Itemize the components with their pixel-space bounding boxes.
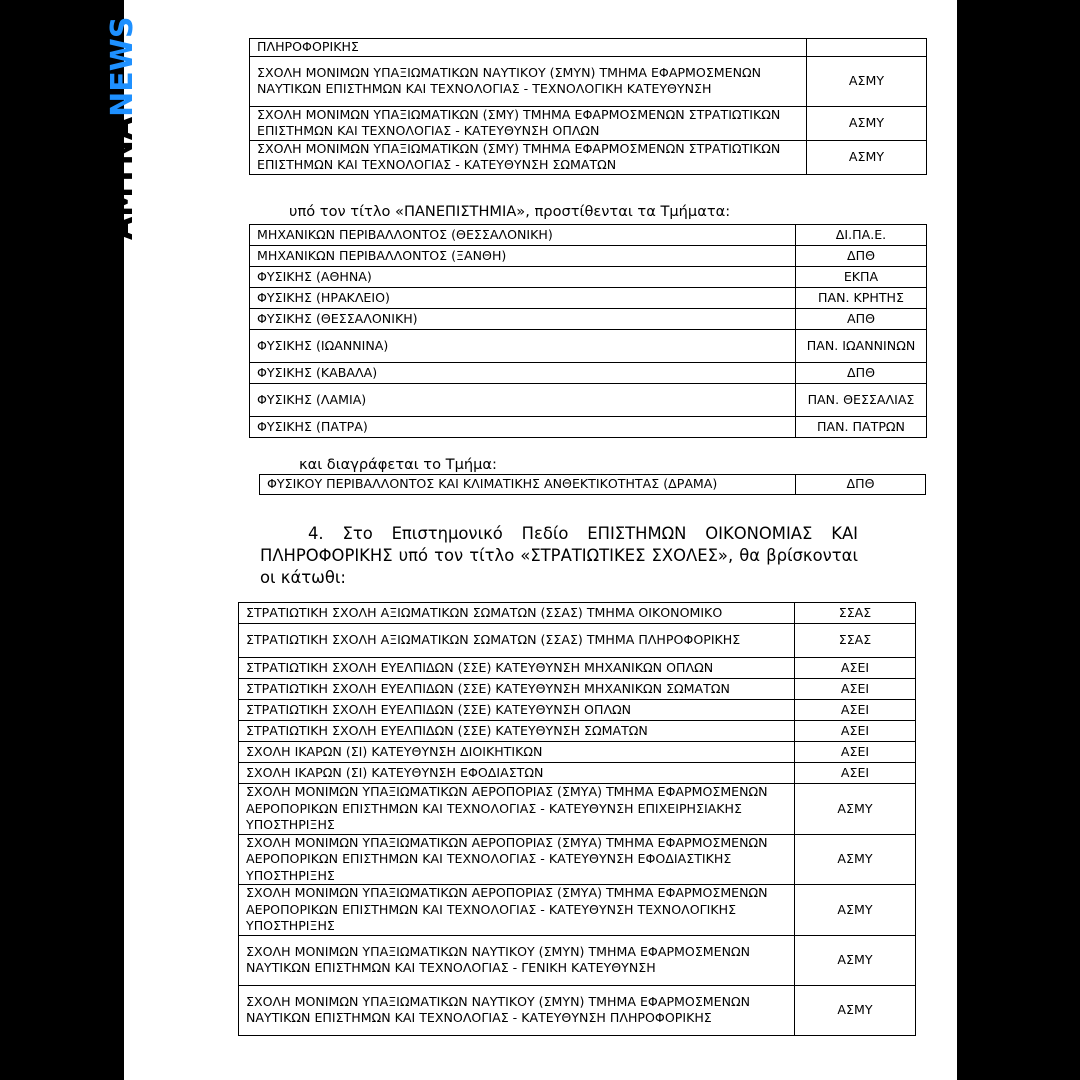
watermark-part2: NEWS xyxy=(105,16,140,117)
cell-department: ΦΥΣΙΚΗΣ (ΙΩΑΝΝΙΝΑ) xyxy=(250,330,796,363)
table-row xyxy=(250,309,927,330)
cell-institution: ΑΣΜΥ xyxy=(807,56,927,106)
cell-institution: ΠΑΝ. ΙΩΑΝΝΙΝΩΝ xyxy=(796,330,927,363)
intro-universities: υπό τον τίτλο «ΠΑΝΕΠΙΣΤΗΜΙΑ», προστίθενται τα Τμήματα: xyxy=(289,203,731,220)
cell-department: ΦΥΣΙΚΗΣ (ΚΑΒΑΛΑ) xyxy=(250,363,796,384)
cell-department: ΜΗΧΑΝΙΚΩΝ ΠΕΡΙΒΑΛΛΟΝΤΟΣ (ΞΑΝΘΗ) xyxy=(250,246,796,267)
cell-institution: ΑΣΕΙ xyxy=(795,658,916,679)
cell-department: ΣΧΟΛΗ ΜΟΝΙΜΩΝ ΥΠΑΞΙΩΜΑΤΙΚΩΝ ΑΕΡΟΠΟΡΙΑΣ (ΣΜΥΑ) ΤΜΗΜΑ ΕΦΑΡΜΟΣΜΕΝΩΝ ΑΕΡΟΠΟΡΙΚΩΝ ΕΠΙΣΤΗΜΩΝ ΚΑΙ ΤΕΧΝΟΛΟΓΙΑΣ - ΚΑΤΕΥΘΥΝΣΗ ΕΠΙΧΕΙΡΗΣΙΑΚΗΣ ΥΠΟΣΤΗΡΙΞΗΣ xyxy=(239,784,795,835)
cell-department: ΣΤΡΑΤΙΩΤΙΚΗ ΣΧΟΛΗ ΕΥΕΛΠΙΔΩΝ (ΣΣΕ) ΚΑΤΕΥΘΥΝΣΗ ΜΗΧΑΝΙΚΩΝ ΟΠΛΩΝ xyxy=(239,658,795,679)
table-row xyxy=(250,140,927,174)
paragraph-4 xyxy=(260,523,858,589)
cell-department: ΣΧΟΛΗ ΙΚΑΡΩΝ (ΣΙ) ΚΑΤΕΥΘΥΝΣΗ ΕΦΟΔΙΑΣΤΩΝ xyxy=(239,763,795,784)
cell-department: ΜΗΧΑΝΙΚΩΝ ΠΕΡΙΒΑΛΛΟΝΤΟΣ (ΘΕΣΣΑΛΟΝΙΚΗ) xyxy=(250,225,796,246)
cell-department: ΣΧΟΛΗ ΜΟΝΙΜΩΝ ΥΠΑΞΙΩΜΑΤΙΚΩΝ ΝΑΥΤΙΚΟΥ (ΣΜΥΝ) ΤΜΗΜΑ ΕΦΑΡΜΟΣΜΕΝΩΝ ΝΑΥΤΙΚΩΝ ΕΠΙΣΤΗΜΩΝ ΚΑΙ ΤΕΧΝΟΛΟΓΙΑΣ - ΤΕΧΝΟΛΟΓΙΚΗ ΚΑΤΕΥΘΥΝΣΗ xyxy=(250,56,807,106)
table-row xyxy=(250,417,927,438)
cell-department: ΣΧΟΛΗ ΜΟΝΙΜΩΝ ΥΠΑΞΙΩΜΑΤΙΚΩΝ ΝΑΥΤΙΚΟΥ (ΣΜΥΝ) ΤΜΗΜΑ ΕΦΑΡΜΟΣΜΕΝΩΝ ΝΑΥΤΙΚΩΝ ΕΠΙΣΤΗΜΩΝ ΚΑΙ ΤΕΧΝΟΛΟΓΙΑΣ - ΚΑΤΕΥΘΥΝΣΗ ΠΛΗΡΟΦΟΡΙΚΗΣ xyxy=(239,985,795,1035)
table-row xyxy=(239,763,916,784)
cell-department: ΦΥΣΙΚΗΣ (ΛΑΜΙΑ) xyxy=(250,384,796,417)
table-row xyxy=(239,658,916,679)
table-row xyxy=(239,679,916,700)
cell-institution: ΔΙ.ΠΑ.Ε. xyxy=(796,225,927,246)
cell-department: ΣΤΡΑΤΙΩΤΙΚΗ ΣΧΟΛΗ ΕΥΕΛΠΙΔΩΝ (ΣΣΕ) ΚΑΤΕΥΘΥΝΣΗ ΣΩΜΑΤΩΝ xyxy=(239,721,795,742)
cell-institution: ΑΣΕΙ xyxy=(795,721,916,742)
cell-institution: ΔΠΘ xyxy=(796,475,926,495)
cell-department: ΣΧΟΛΗ ΜΟΝΙΜΩΝ ΥΠΑΞΙΩΜΑΤΙΚΩΝ (ΣΜΥ) ΤΜΗΜΑ ΕΦΑΡΜΟΣΜΕΝΩΝ ΣΤΡΑΤΙΩΤΙΚΩΝ ΕΠΙΣΤΗΜΩΝ ΚΑΙ ΤΕΧΝΟΛΟΓΙΑΣ - ΚΑΤΕΥΘΥΝΣΗ ΟΠΛΩΝ xyxy=(250,106,807,140)
table-row xyxy=(260,475,926,495)
cell-department: ΣΤΡΑΤΙΩΤΙΚΗ ΣΧΟΛΗ ΕΥΕΛΠΙΔΩΝ (ΣΣΕ) ΚΑΤΕΥΘΥΝΣΗ ΜΗΧΑΝΙΚΩΝ ΣΩΜΑΤΩΝ xyxy=(239,679,795,700)
table-row xyxy=(250,56,927,106)
cell-department: ΦΥΣΙΚΟΥ ΠΕΡΙΒΑΛΛΟΝΤΟΣ ΚΑΙ ΚΛΙΜΑΤΙΚΗΣ ΑΝΘΕΚΤΙΚΟΤΗΤΑΣ (ΔΡΑΜΑ) xyxy=(260,475,796,495)
cell-institution xyxy=(807,39,927,57)
cell-department: ΣΧΟΛΗ ΙΚΑΡΩΝ (ΣΙ) ΚΑΤΕΥΘΥΝΣΗ ΔΙΟΙΚΗΤΙΚΩΝ xyxy=(239,742,795,763)
cell-institution: ΔΠΘ xyxy=(796,246,927,267)
table-row xyxy=(239,985,916,1035)
intro-removed: και διαγράφεται το Τμήμα: xyxy=(299,456,497,473)
cell-department: ΦΥΣΙΚΗΣ (ΑΘΗΝΑ) xyxy=(250,267,796,288)
table-row xyxy=(239,603,916,624)
cell-department: ΠΛΗΡΟΦΟΡΙΚΗΣ xyxy=(250,39,807,57)
cell-institution: ΔΠΘ xyxy=(796,363,927,384)
cell-institution: ΕΚΠΑ xyxy=(796,267,927,288)
table-row xyxy=(239,885,916,936)
paragraph-4-text: 4. Στο Επιστημονικό Πεδίο ΕΠΙΣΤΗΜΩΝ ΟΙΚΟΝΟΜΙΑΣ ΚΑΙ ΠΛΗΡΟΦΟΡΙΚΗΣ υπό τον τίτλο «ΣΤΡΑΤΙΩΤΙΚΕΣ ΣΧΟΛΕΣ», θα βρίσκονται οι κάτωθι: xyxy=(260,524,858,587)
cell-institution: ΑΣΜΥ xyxy=(795,784,916,835)
table-military-schools-continued xyxy=(249,38,927,175)
cell-department: ΦΥΣΙΚΗΣ (ΠΑΤΡΑ) xyxy=(250,417,796,438)
cell-institution: ΑΣΕΙ xyxy=(795,700,916,721)
cell-institution: ΑΣΕΙ xyxy=(795,742,916,763)
table-row xyxy=(239,624,916,658)
cell-institution: ΑΣΜΥ xyxy=(795,935,916,985)
table-row xyxy=(250,288,927,309)
table-row xyxy=(250,225,927,246)
table-row xyxy=(239,834,916,885)
cell-department: ΣΤΡΑΤΙΩΤΙΚΗ ΣΧΟΛΗ ΕΥΕΛΠΙΔΩΝ (ΣΣΕ) ΚΑΤΕΥΘΥΝΣΗ ΟΠΛΩΝ xyxy=(239,700,795,721)
table-military-schools-economics xyxy=(238,602,916,1036)
table-row xyxy=(250,106,927,140)
cell-department: ΦΥΣΙΚΗΣ (ΘΕΣΣΑΛΟΝΙΚΗ) xyxy=(250,309,796,330)
cell-institution: ΑΣΜΥ xyxy=(795,985,916,1035)
table-universities-added xyxy=(249,224,927,438)
watermark-logo xyxy=(98,16,148,240)
cell-institution: ΑΣΕΙ xyxy=(795,679,916,700)
table-row xyxy=(250,384,927,417)
table-row xyxy=(250,330,927,363)
table-row xyxy=(250,246,927,267)
table-row xyxy=(239,742,916,763)
cell-institution: ΑΣΕΙ xyxy=(795,763,916,784)
cell-institution: ΑΣΜΥ xyxy=(795,834,916,885)
cell-department: ΣΤΡΑΤΙΩΤΙΚΗ ΣΧΟΛΗ ΑΞΙΩΜΑΤΙΚΩΝ ΣΩΜΑΤΩΝ (ΣΣΑΣ) ΤΜΗΜΑ ΠΛΗΡΟΦΟΡΙΚΗΣ xyxy=(239,624,795,658)
table-row xyxy=(239,784,916,835)
table-removed-department xyxy=(259,474,926,495)
cell-institution: ΑΠΘ xyxy=(796,309,927,330)
cell-institution: ΣΣΑΣ xyxy=(795,624,916,658)
table-row xyxy=(250,363,927,384)
watermark-part1: AMYNA xyxy=(105,116,140,240)
cell-institution: ΠΑΝ. ΠΑΤΡΩΝ xyxy=(796,417,927,438)
cell-institution: ΠΑΝ. ΘΕΣΣΑΛΙΑΣ xyxy=(796,384,927,417)
cell-department: ΣΧΟΛΗ ΜΟΝΙΜΩΝ ΥΠΑΞΙΩΜΑΤΙΚΩΝ ΑΕΡΟΠΟΡΙΑΣ (ΣΜΥΑ) ΤΜΗΜΑ ΕΦΑΡΜΟΣΜΕΝΩΝ ΑΕΡΟΠΟΡΙΚΩΝ ΕΠΙΣΤΗΜΩΝ ΚΑΙ ΤΕΧΝΟΛΟΓΙΑΣ - ΚΑΤΕΥΘΥΝΣΗ ΤΕΧΝΟΛΟΓΙΚΗΣ ΥΠΟΣΤΗΡΙΞΗΣ xyxy=(239,885,795,936)
table-row xyxy=(239,700,916,721)
cell-institution: ΑΣΜΥ xyxy=(795,885,916,936)
cell-department: ΦΥΣΙΚΗΣ (ΗΡΑΚΛΕΙΟ) xyxy=(250,288,796,309)
cell-department: ΣΧΟΛΗ ΜΟΝΙΜΩΝ ΥΠΑΞΙΩΜΑΤΙΚΩΝ ΝΑΥΤΙΚΟΥ (ΣΜΥΝ) ΤΜΗΜΑ ΕΦΑΡΜΟΣΜΕΝΩΝ ΝΑΥΤΙΚΩΝ ΕΠΙΣΤΗΜΩΝ ΚΑΙ ΤΕΧΝΟΛΟΓΙΑΣ - ΓΕΝΙΚΗ ΚΑΤΕΥΘΥΝΣΗ xyxy=(239,935,795,985)
table-row xyxy=(250,267,927,288)
table-row xyxy=(250,39,927,57)
table-row xyxy=(239,721,916,742)
cell-department: ΣΧΟΛΗ ΜΟΝΙΜΩΝ ΥΠΑΞΙΩΜΑΤΙΚΩΝ ΑΕΡΟΠΟΡΙΑΣ (ΣΜΥΑ) ΤΜΗΜΑ ΕΦΑΡΜΟΣΜΕΝΩΝ ΑΕΡΟΠΟΡΙΚΩΝ ΕΠΙΣΤΗΜΩΝ ΚΑΙ ΤΕΧΝΟΛΟΓΙΑΣ - ΚΑΤΕΥΘΥΝΣΗ ΕΦΟΔΙΑΣΤΙΚΗΣ ΥΠΟΣΤΗΡΙΞΗΣ xyxy=(239,834,795,885)
cell-institution: ΑΣΜΥ xyxy=(807,106,927,140)
table-row xyxy=(239,935,916,985)
cell-institution: ΣΣΑΣ xyxy=(795,603,916,624)
cell-institution: ΑΣΜΥ xyxy=(807,140,927,174)
cell-institution: ΠΑΝ. ΚΡΗΤΗΣ xyxy=(796,288,927,309)
cell-department: ΣΧΟΛΗ ΜΟΝΙΜΩΝ ΥΠΑΞΙΩΜΑΤΙΚΩΝ (ΣΜΥ) ΤΜΗΜΑ ΕΦΑΡΜΟΣΜΕΝΩΝ ΣΤΡΑΤΙΩΤΙΚΩΝ ΕΠΙΣΤΗΜΩΝ ΚΑΙ ΤΕΧΝΟΛΟΓΙΑΣ - ΚΑΤΕΥΘΥΝΣΗ ΣΩΜΑΤΩΝ xyxy=(250,140,807,174)
cell-department: ΣΤΡΑΤΙΩΤΙΚΗ ΣΧΟΛΗ ΑΞΙΩΜΑΤΙΚΩΝ ΣΩΜΑΤΩΝ (ΣΣΑΣ) ΤΜΗΜΑ ΟΙΚΟΝΟΜΙΚΟ xyxy=(239,603,795,624)
